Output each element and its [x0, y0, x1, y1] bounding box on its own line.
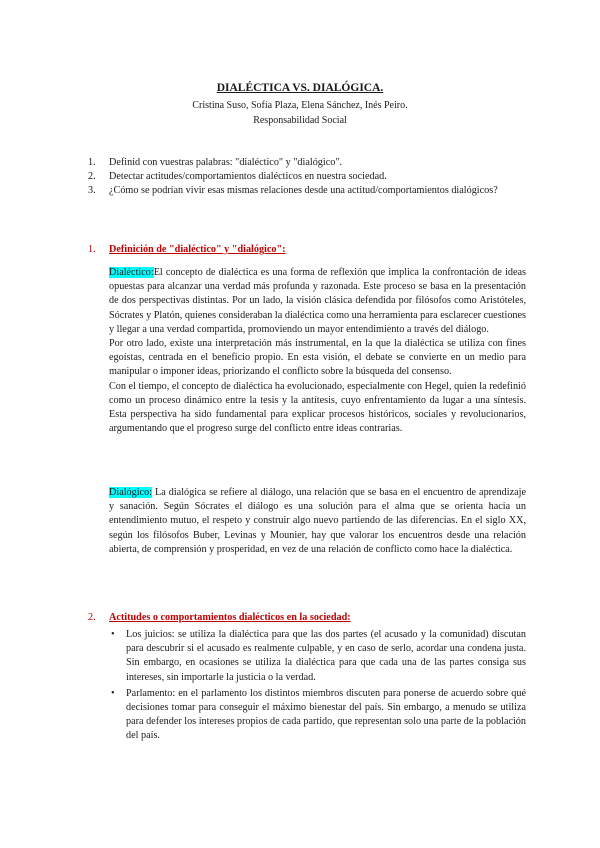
list-text: Detectar actitudes/comportamientos dialécticos en nuestra sociedad.	[109, 171, 387, 182]
course-line: Responsabilidad Social	[253, 115, 347, 126]
paragraph: Por otro lado, existe una interpretación más instrumental, en la que la dialéctica se utiliza con fines egoístas, centrada en el beneficio propio. En esta visión, el debate se convierte en un medio para manipular o imponer ideas, priorizando el conflicto sobre la búsqueda del consenso.	[109, 338, 526, 378]
paragraph-text: La dialógica se refiere al diálogo, una relación que se basa en el encuentro de aprendizaje y sanación. Según Sócrates el diálogo es una solución para el alma que se orienta hacia un entendimiento mutuo, el respeto y construir algo nuevo partiendo de las diferencias. En el siglo XX, según los filósofos Buber, Levinas y Mounier, hay que valorar los encuentros desde una relación abierta, de comprensión y prosperidad, en vez de una relación de conflicto como hace la dialéctica.	[109, 487, 526, 555]
dialectico-block	[109, 266, 526, 436]
section-number: 2.	[88, 612, 96, 623]
section-2-heading	[88, 612, 351, 623]
list-text: Los juicios: se utiliza la dialéctica para que las dos partes (el acusado y la comunidad) discutan para descubrir si el acusado es realmente culpable, y en caso de serlo, acordar una condena justa. Sin embargo, en ocasiones se utiliza la dialéctica para que cada una de las partes consiga sus intereses, sin importarle la justicia o la verdad.	[126, 629, 526, 683]
list-text: Parlamento: en el parlamento los distintos miembros discuten para ponerse de acuerdo sobre qué decisiones tomar para conseguir el máximo bienestar del país. Sin embargo, a menudo se utiliza para defender los intereses propios de cada partido, que representan solo una parte de la población del país.	[126, 687, 526, 742]
list-text: Definid con vuestras palabras: "dialéctico" y "dialógico".	[109, 157, 343, 168]
list-item	[88, 184, 526, 198]
list-number: 2.	[88, 171, 96, 182]
dialogico-block	[109, 486, 526, 557]
dialectico-label: Dialéctico:	[109, 267, 154, 278]
section-2-bullets	[109, 628, 526, 746]
paragraph	[109, 266, 526, 337]
section-1-heading	[88, 244, 286, 255]
bullet-icon: •	[111, 629, 115, 640]
document-title: DIALÉCTICA VS. DIALÓGICA.	[216, 82, 384, 94]
list-item	[88, 170, 526, 184]
authors-line: Cristina Suso, Sofía Plaza, Elena Sánchez, Inés Peiro.	[192, 100, 408, 111]
dialogico-label: Dialógico:	[109, 487, 153, 498]
list-item	[109, 687, 526, 744]
paragraph	[109, 486, 526, 557]
list-text: ¿Cómo se podrían vivir esas mismas relaciones desde una actitud/comportamientos dialógicos?	[109, 185, 498, 196]
section-number: 1.	[88, 244, 96, 255]
questions-list	[88, 156, 526, 198]
section-title: Actitudes o comportamientos dialécticos en la sociedad:	[109, 612, 351, 623]
bullet-icon: •	[111, 687, 115, 699]
list-number: 3.	[88, 185, 96, 196]
paragraph-text: El concepto de dialéctica es una forma de reflexión que implica la confrontación de ideas opuestas para alcanzar una verdad más profunda y razonada. Este proceso se basa en la presentación de dos perspectivas distintas. Por un lado, la visión clásica defendida por filósofos como Aristóteles, Sócrates y Platón, quienes consideraban la dialéctica como una herramienta para esclarecer cuestiones y llegar a una verdad compartida, promoviendo un mayor entendimiento a través del diálogo.	[109, 267, 526, 335]
list-item	[109, 628, 526, 685]
list-item	[88, 156, 526, 170]
section-title: Definición de "dialéctico" y "dialógico":	[109, 244, 286, 255]
list-number: 1.	[88, 157, 96, 168]
paragraph: Con el tiempo, el concepto de dialéctica ha evolucionado, especialmente con Hegel, quien la redefinió como un proceso dinámico entre la tesis y la antítesis, cuyo enfrentamiento da lugar a una síntesis. Esta perspectiva ha sido fundamental para explicar procesos históricos, sociales y revolucionarios, argumentando que el progreso surge del conflicto entre ideas contrarias.	[109, 380, 526, 435]
